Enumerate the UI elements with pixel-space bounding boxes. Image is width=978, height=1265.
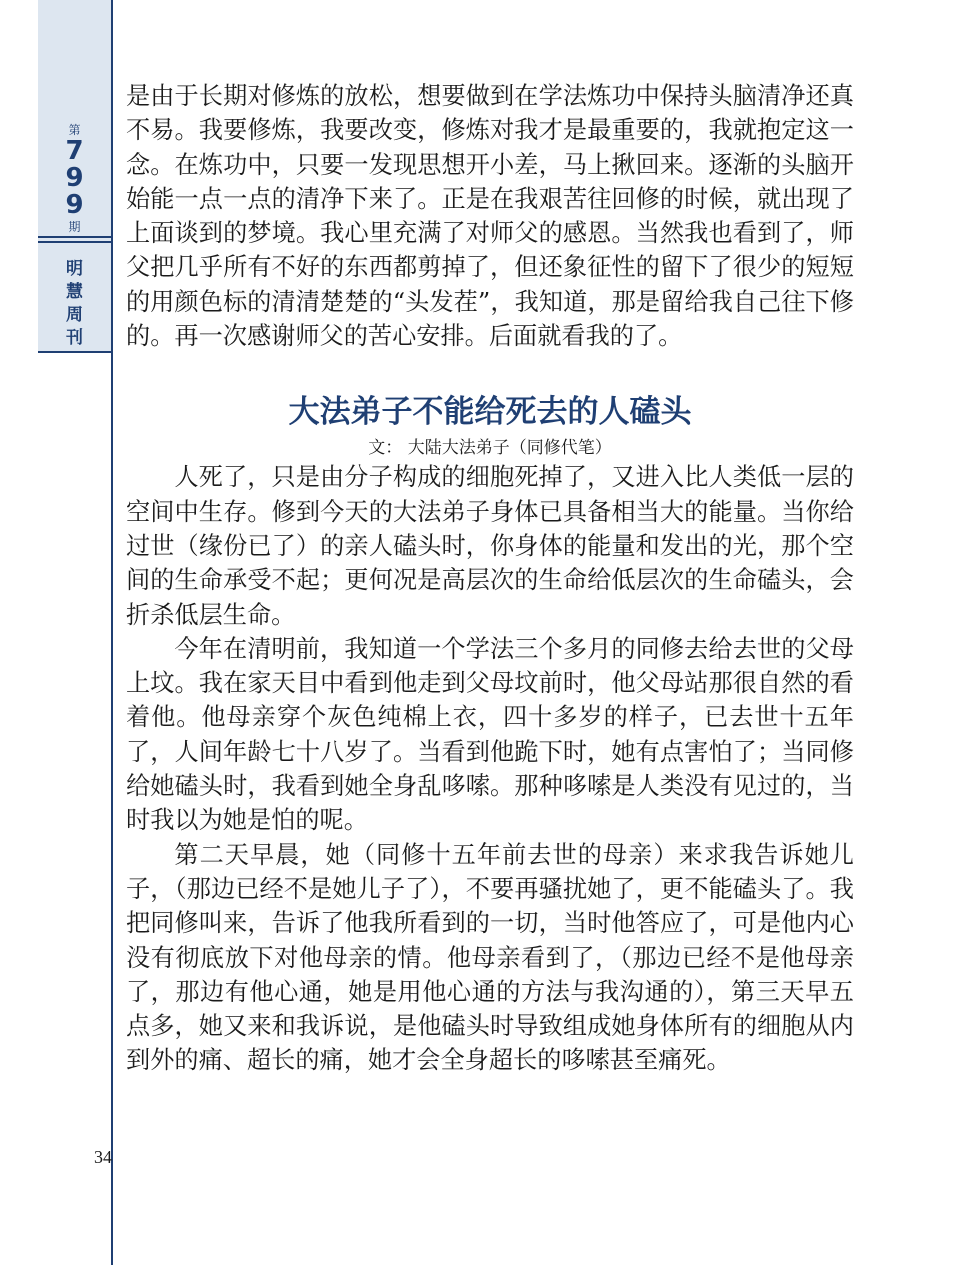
issue-prefix: 第 <box>68 123 81 137</box>
article-byline: 文： 大陆大法弟子（同修代笔） <box>368 438 612 459</box>
sidebar-divider-line <box>111 0 113 1265</box>
article-paragraph: 今年在清明前，我知道一个学法三个多月的同修去给去世的父母上坟。我在家天目中看到他走到父母坟前时，他父母站那很自然的看着他。他母亲穿个灰色纯棉上衣，四十多岁的样子，已去世十五年了，人间年龄七十八岁了。当看到他跪下时，她有点害怕了；当同修给她磕头时，我看到她全身乱哆嗦。那种哆嗦是人类没有见过的，当时我以为她是怕的呢。 <box>126 634 854 835</box>
page-number: 34 <box>94 1147 112 1167</box>
issue-suffix: 期 <box>68 220 81 234</box>
article-title: 大法弟子不能给死去的人磕头 <box>288 394 692 431</box>
magazine-name <box>38 258 111 350</box>
issue-digit: 9 <box>65 190 84 220</box>
issue-digit: 7 <box>65 136 84 166</box>
page-content <box>126 79 854 1078</box>
magazine-char: 周 <box>66 305 83 325</box>
magazine-char: 明 <box>66 259 83 279</box>
magazine-char: 慧 <box>66 282 83 302</box>
issue-number <box>38 122 111 235</box>
sidebar-separator <box>38 236 111 238</box>
issue-digit: 9 <box>65 163 84 193</box>
article-paragraph: 第二天早晨，她（同修十五年前去世的母亲）来求我告诉她儿子，（那边已经不是她儿子了），不要再骚扰她了，更不能磕头了。我把同修叫来，告诉了他我所看到的一切，当时他答应了，可是他内心没有彻底放下对他母亲的情。他母亲看到了，（那边已经不是他母亲了，那边有他心通，她是用他心通的方法与我沟通的），第三天早五点多，她又来和我诉说，是他磕头时导致组成她身体所有的细胞从内到外的痛、超长的痛，她才会全身超长的哆嗦甚至痛死。 <box>126 840 854 1075</box>
sidebar-separator <box>38 241 111 243</box>
continued-paragraph: 是由于长期对修炼的放松，想要做到在学法炼功中保持头脑清净还真不易。我要修炼，我要改变，修炼对我才是最重要的，我就抱定这一念。在炼功中，只要一发现思想开小差，马上揪回来。逐渐的头脑开始能一点一点的清净下来了。正是在我艰苦往回修的时候，就出现了上面谈到的梦境。我心里充满了对师父的感恩。当然我也看到了，师父把几乎所有不好的东西都剪掉了，但还象征性的留下了很少的短短的用颜色标的清清楚楚的“头发茬”，我知道，那是留给我自己往下修的。再一次感谢师父的苦心安排。后面就看我的了。 <box>126 82 854 351</box>
magazine-char: 刊 <box>66 328 83 348</box>
sidebar-bottom-rule <box>38 351 111 353</box>
article-paragraph: 人死了，只是由分子构成的细胞死掉了，又进入比人类低一层的空间中生存。修到今天的大法弟子身体已具备相当大的能量。当你给过世（缘份已了）的亲人磕头时，你身体的能量和发出的光，那个空间的生命承受不起；更何况是高层次的生命给低层次的生命磕头，会折杀低层生命。 <box>126 463 854 629</box>
